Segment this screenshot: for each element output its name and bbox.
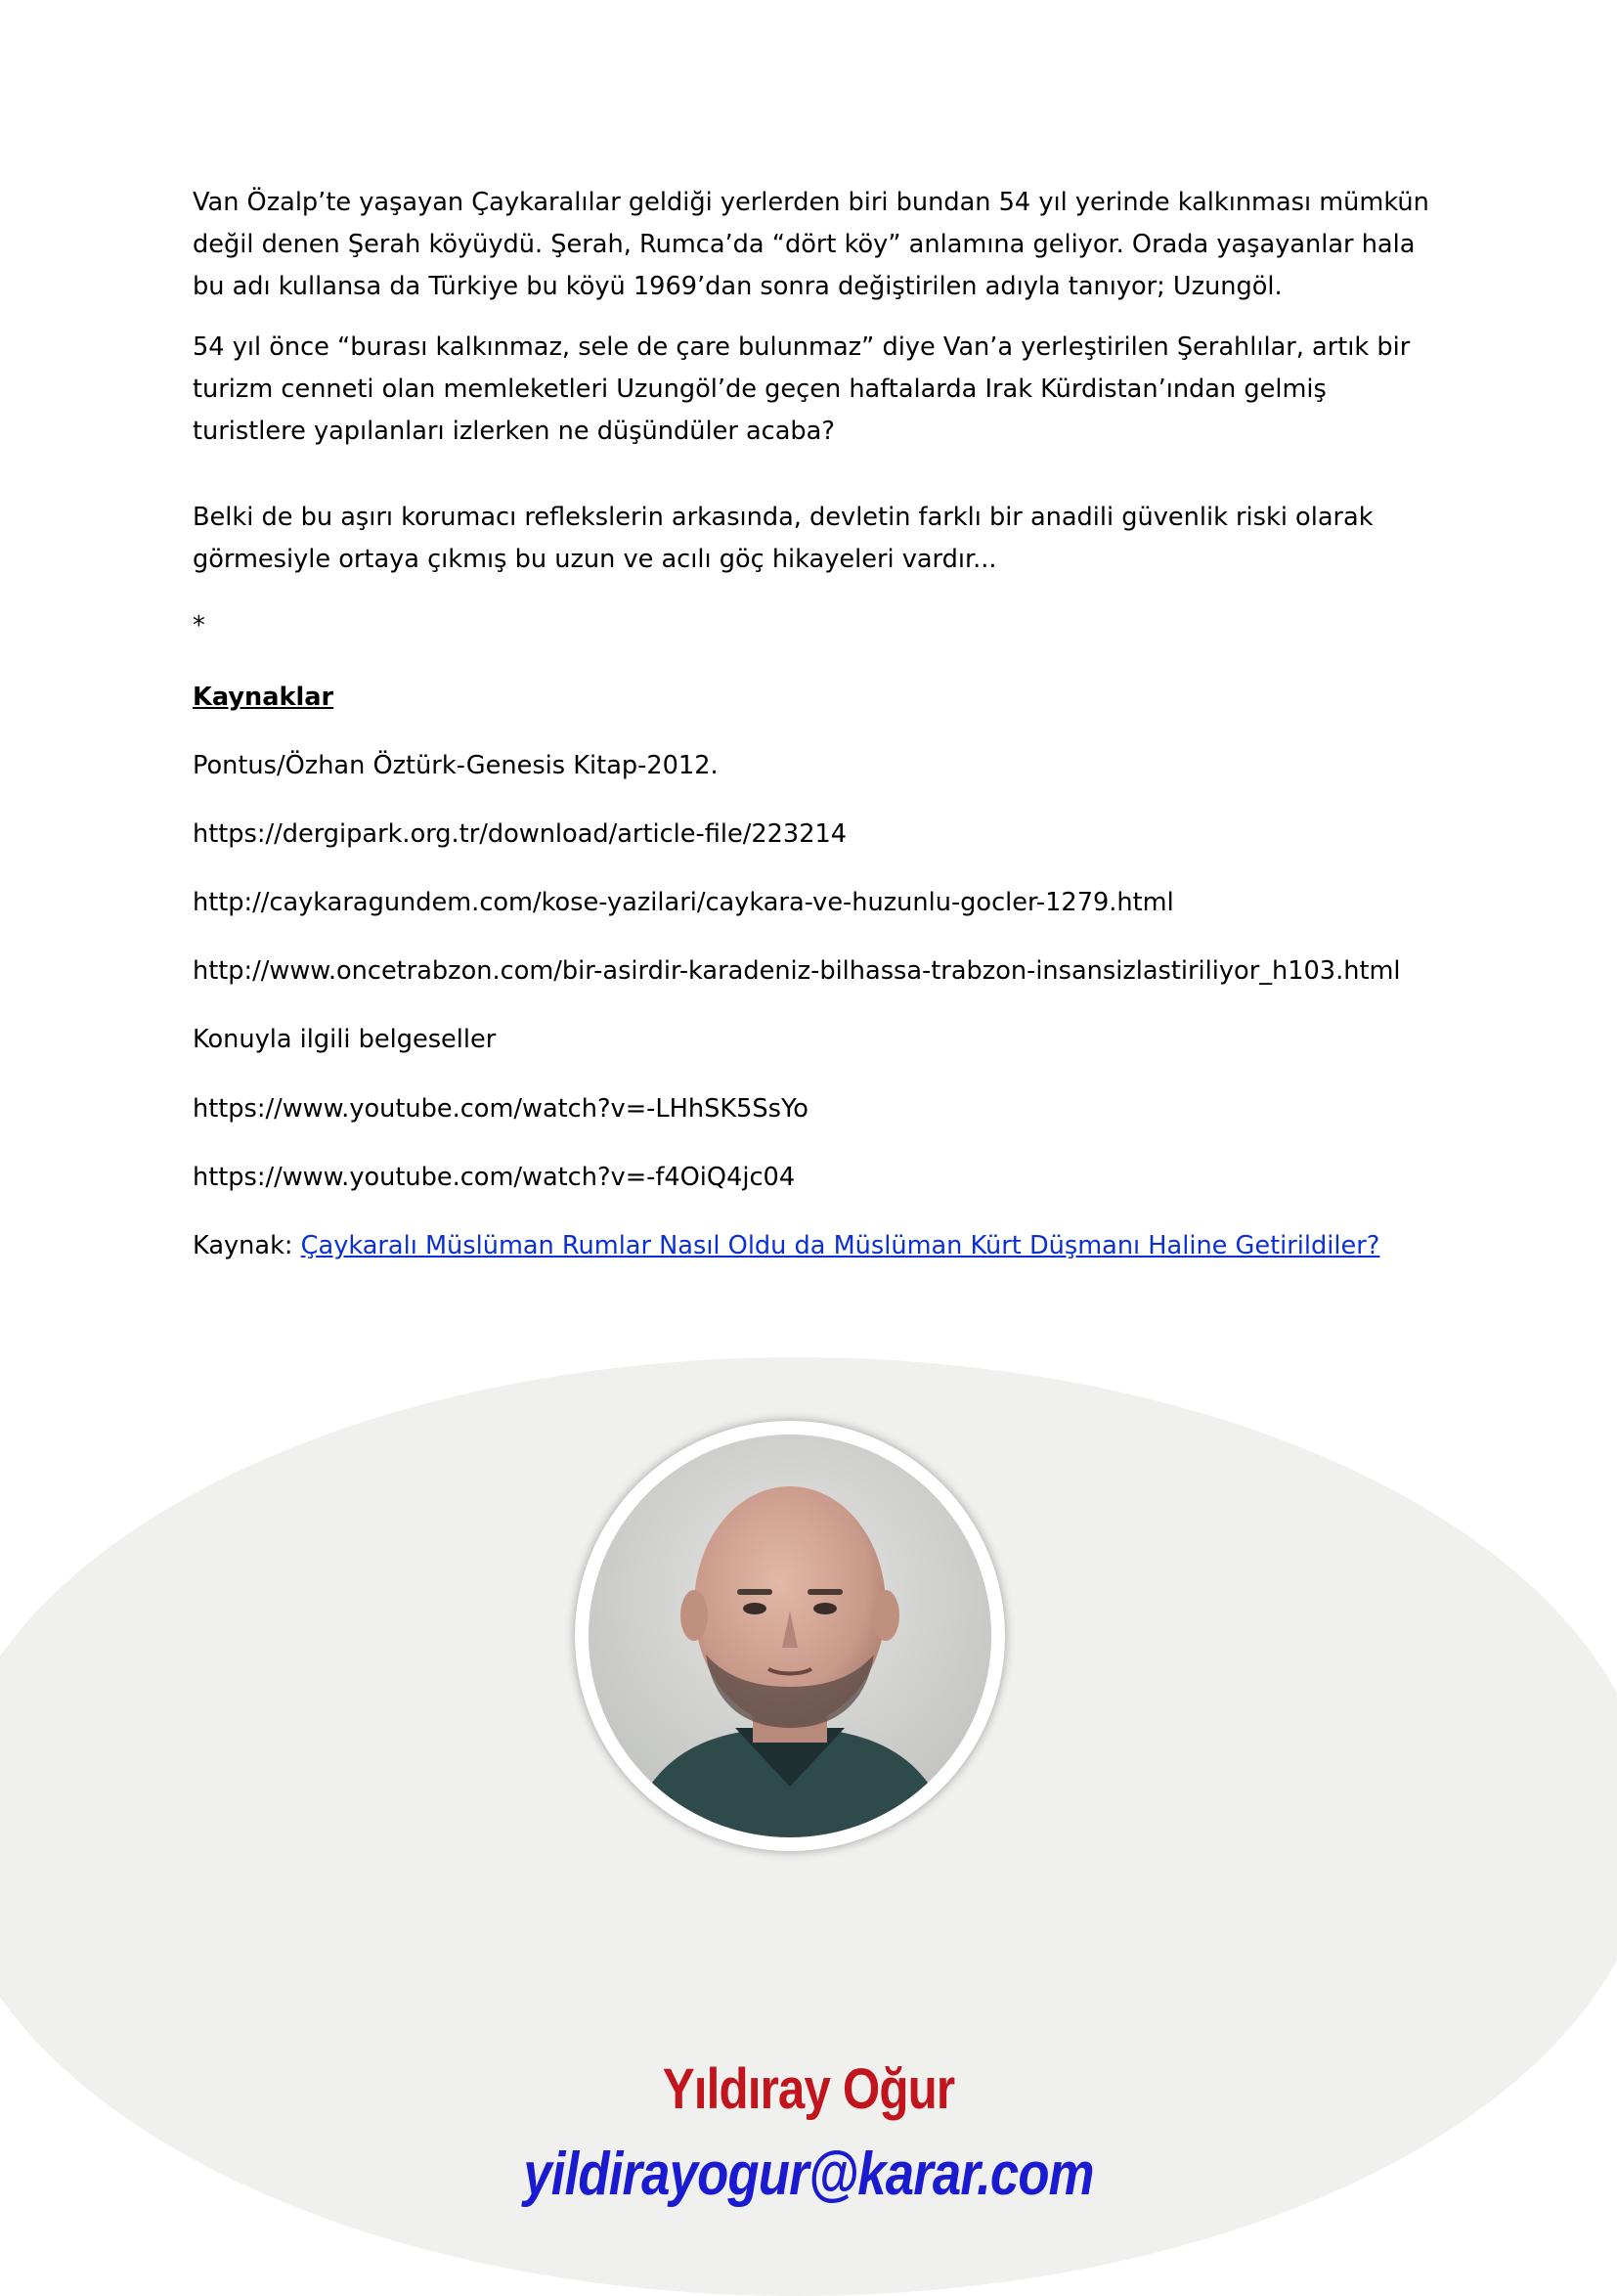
paragraph-1: Van Özalp’te yaşayan Çaykaralılar geldiği yerlerden biri bundan 54 yıl yerinde kalkınması mümkün değil denen Şerah köyüydü. Şerah, Rumca’da “dört köy” anlamına geliyor. Orada yaşayanlar hala bu adı kullansa da Türkiye bu köyü 1969’dan sonra değiştirilen adıyla tanıyor; Uzungöl. <box>193 188 1429 301</box>
author-photo-illustration <box>589 1435 991 1837</box>
video-url-2: https://www.youtube.com/watch?v=-f4OiQ4jc04 <box>193 1163 796 1192</box>
separator: * <box>193 611 205 640</box>
source-article-link[interactable]: Çaykaralı Müslüman Rumlar Nasıl Oldu da Müslüman Kürt Düşmanı Haline Getirildiler? <box>300 1231 1380 1260</box>
author-card <box>0 1357 1617 2287</box>
author-email: yildirayogur@karar.com <box>523 2141 1094 2208</box>
documentaries-label: Konuyla ilgili belgeseller <box>193 1025 497 1054</box>
author-name: Yıldıray Oğur <box>662 2057 955 2121</box>
source-url-dergipark: https://dergipark.org.tr/download/article-file/223214 <box>193 819 848 849</box>
paragraph-2: 54 yıl önce “burası kalkınmaz, sele de çare bulunmaz” diye Van’a yerleştirilen Şerahlılar, artık bir turizm cenneti olan memleketleri Uzungöl’de geçen haftalarda Irak Kürdistan’ından gelmiş turistlere yapılanları izlerken ne düşündüler acaba? <box>193 332 1411 446</box>
author-photo-frame <box>575 1421 1005 1851</box>
paragraph-3: Belki de bu aşırı korumacı reflekslerin arkasında, devletin farklı bir anadili güvenlik riski olarak görmesiyle ortaya çıkmış bu uzun ve acılı göç hikayeleri vardır... <box>193 503 1374 574</box>
source-line <box>193 1225 1379 1267</box>
sources-heading: Kaynaklar <box>193 683 334 712</box>
source-prefix: Kaynak: <box>193 1231 301 1260</box>
author-photo <box>589 1435 991 1837</box>
source-url-caykaragundem: http://caykaragundem.com/kose-yazilari/caykara-ve-huzunlu-gocler-1279.html <box>193 888 1174 917</box>
source-url-oncetrabzon: http://www.oncetrabzon.com/bir-asirdir-karadeniz-bilhassa-trabzon-insansizlastiriliyor_h103.html <box>193 956 1401 986</box>
source-book: Pontus/Özhan Öztürk-Genesis Kitap-2012. <box>193 751 719 780</box>
video-url-1: https://www.youtube.com/watch?v=-LHhSK5SsYo <box>193 1094 808 1124</box>
